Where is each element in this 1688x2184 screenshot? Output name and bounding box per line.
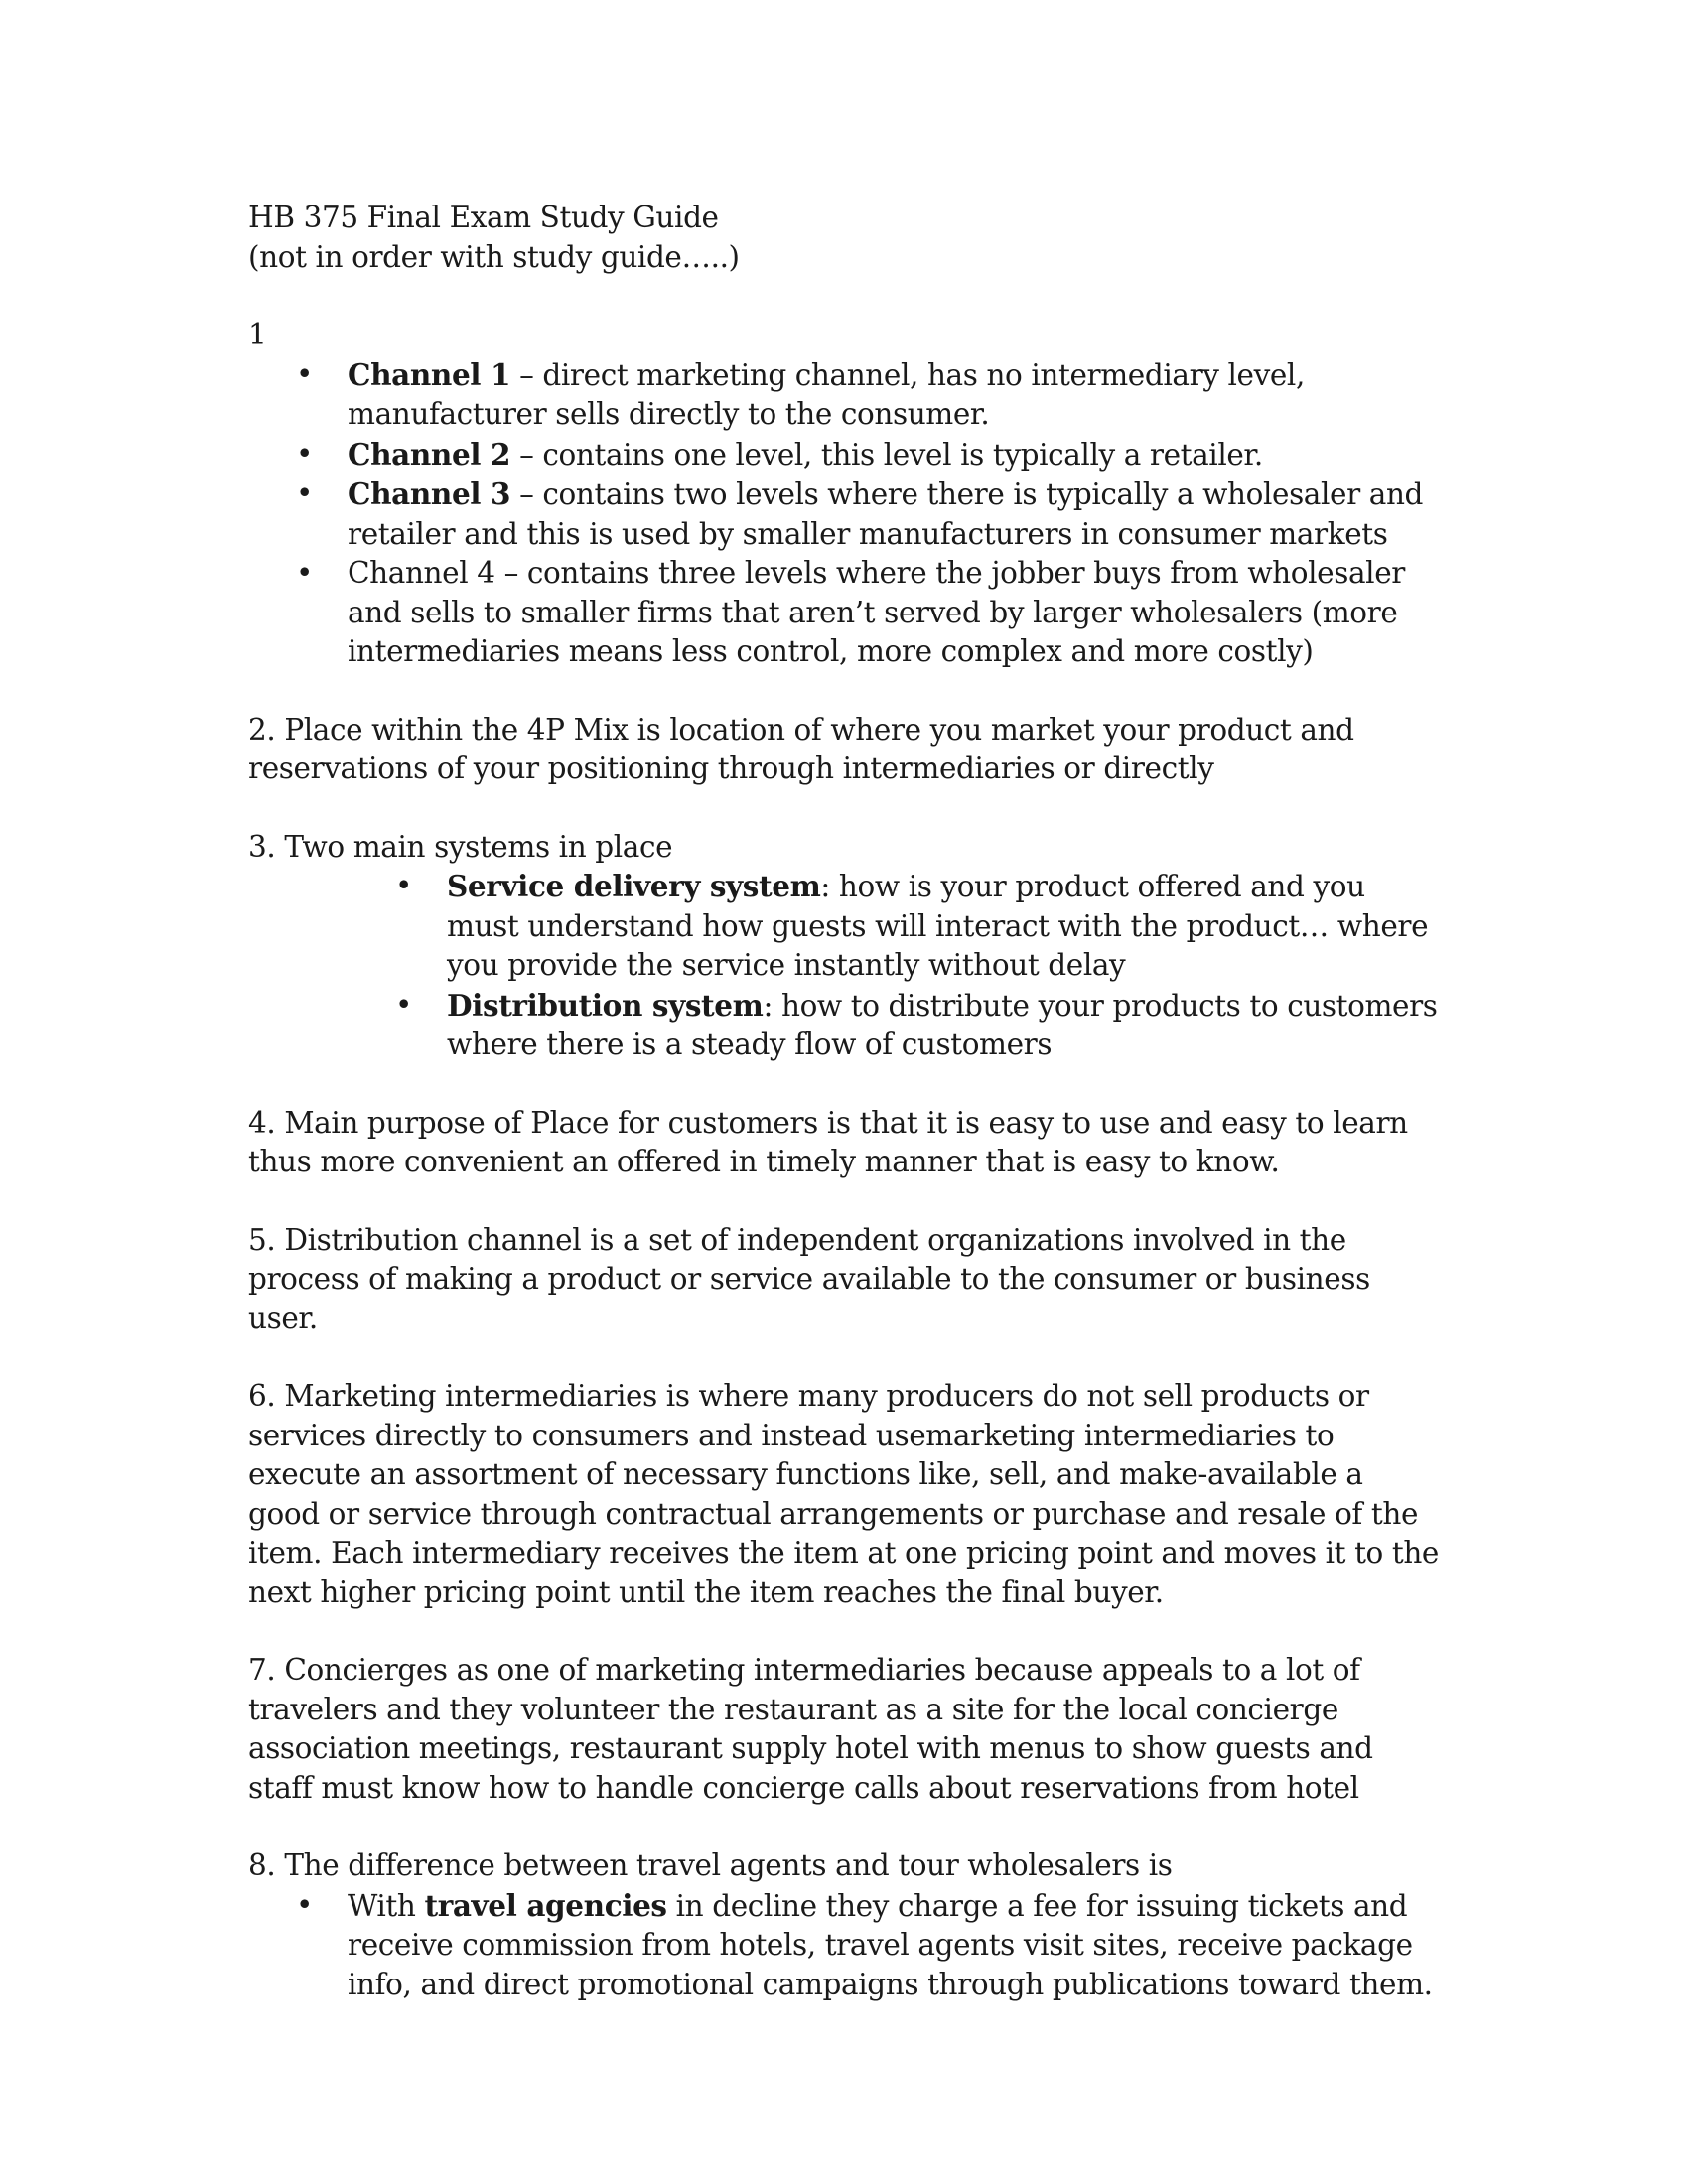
item-text: : how to distribute your products to customers where there is a steady flow of customers — [447, 988, 1438, 1061]
list-item — [248, 1886, 1440, 2005]
document-header — [248, 199, 1440, 277]
study-guide-page — [248, 199, 1440, 2004]
systems-list — [248, 867, 1440, 1065]
list-item — [248, 986, 1440, 1065]
item-prefix: With — [348, 1888, 425, 1923]
bold-term: Channel 2 — [348, 436, 511, 472]
document-subtitle: (not in order with study guide…..) — [248, 239, 740, 274]
section-8-paragraph: 8. The difference between travel agents and tour wholesalers is — [248, 1848, 1173, 1882]
list-item — [248, 867, 1440, 986]
list-item — [248, 355, 1440, 435]
section-3-paragraph: 3. Two main systems in place — [248, 829, 673, 864]
section-5-paragraph: 5. Distribution channel is a set of independent organizations involved in the process of making a product or service available to the consumer or business user. — [248, 1222, 1370, 1335]
section-6-paragraph: 6. Marketing intermediaries is where many producers do not sell products or services directly to consumers and instead usemarketing intermediaries to execute an assortment of necessary functions like, sell, and make-available a good or service through contractual arrangements or purchase and resale of the item. Each intermediary receives the item at one pricing point and moves it to the next higher pricing point until the item reaches the final buyer. — [248, 1379, 1439, 1609]
list-item — [248, 475, 1440, 554]
item-text: in decline they charge a fee for issuing tickets and receive commission from hotels, travel agents visit sites, receive package info, and direct promotional campaigns through publications toward them. — [348, 1888, 1433, 2001]
item-text: – contains one level, this level is typically a retailer. — [510, 437, 1263, 472]
bold-term: Channel 3 — [348, 477, 511, 511]
item-text: Channel 4 – contains three levels where the jobber buys from wholesaler and sells to smaller firms that aren’t served by larger wholesalers (more intermediaries means less control, more complex and more costly) — [348, 556, 1405, 668]
channel-list — [248, 355, 1440, 672]
section-1-number: 1 — [248, 318, 267, 351]
bold-term: Channel 1 — [348, 356, 511, 392]
section-2-paragraph: 2. Place within the 4P Mix is location of where you market your product and reservations of your positioning through intermediaries or directly — [248, 712, 1354, 785]
item-text: : how is your product offered and you must understand how guests will interact with the product… where you provide the service instantly without delay — [447, 870, 1429, 982]
section-4-paragraph: 4. Main purpose of Place for customers is that it is easy to use and easy to learn thus more convenient an offered in timely manner that is easy to know. — [248, 1105, 1408, 1178]
list-item — [248, 435, 1440, 476]
travel-agents-list — [248, 1886, 1440, 2005]
document-title: HB 375 Final Exam Study Guide — [248, 201, 719, 234]
bold-term: Service delivery system — [447, 869, 821, 903]
section-7-paragraph: 7. Concierges as one of marketing intermediaries because appeals to a lot of travelers and they volunteer the restaurant as a site for the local concierge association meetings, restaurant supply hotel with menus to show guests and staff must know how to handle concierge calls about reservations from hotel — [248, 1653, 1373, 1805]
item-text: – direct marketing channel, has no intermediary level, manufacturer sells directly to the consumer. — [348, 357, 1305, 431]
item-text: – contains two levels where there is typically a wholesaler and retailer and this is used by smaller manufacturers in consumer markets — [348, 478, 1424, 551]
bold-term: Distribution system — [447, 987, 764, 1023]
list-item — [248, 554, 1440, 672]
bold-term: travel agencies — [424, 1887, 667, 1923]
